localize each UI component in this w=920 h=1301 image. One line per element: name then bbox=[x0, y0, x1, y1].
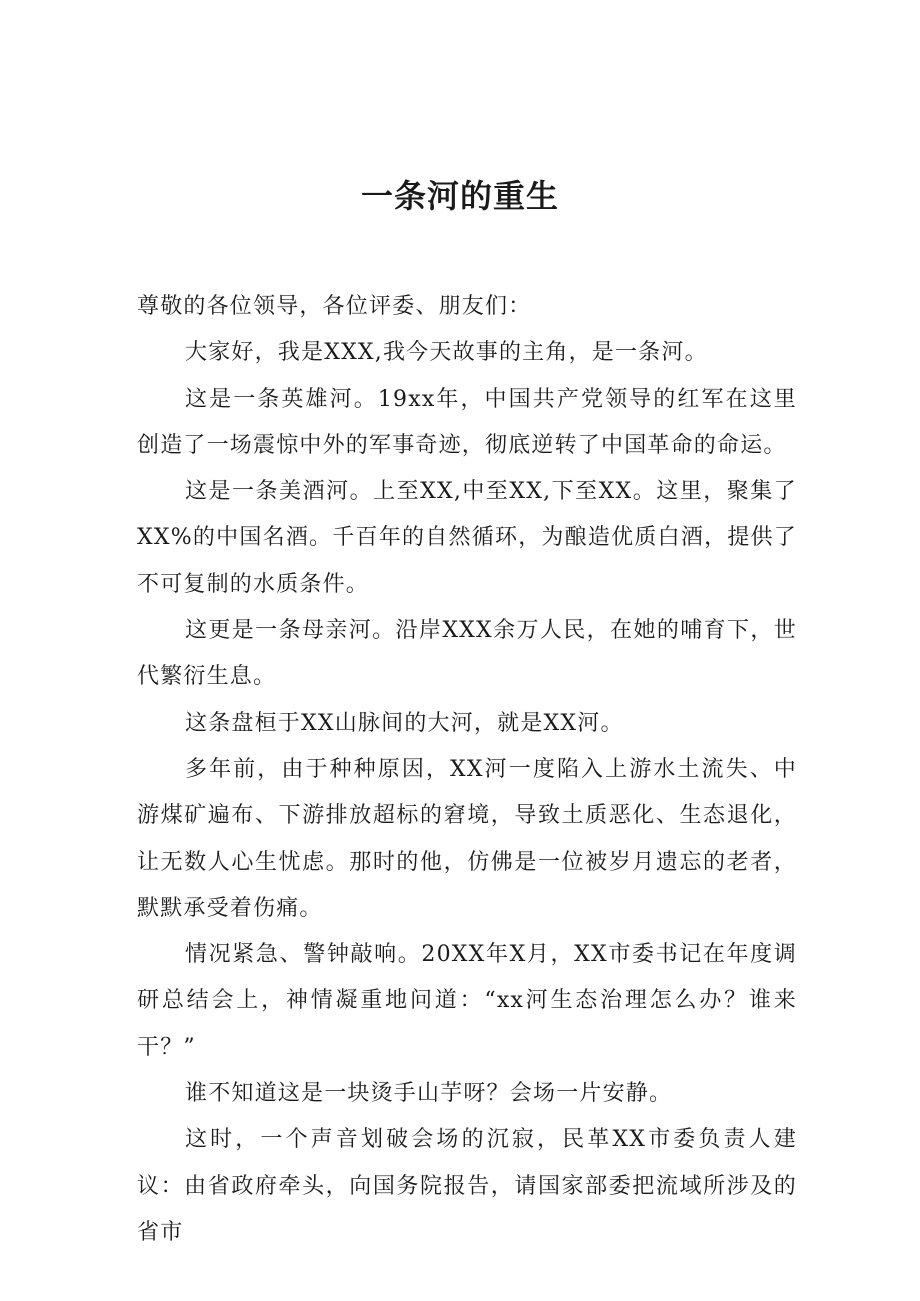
paragraph-proposal: 这时，一个声音划破会场的沉寂，民革XX市委负责人建议：由省政府牵头，向国务院报告，请国家部委把流域所涉及的省市 bbox=[137, 1127, 797, 1245]
document-title: 一条河的重生 bbox=[360, 177, 559, 215]
paragraph-decline: 多年前，由于种种原因，XX河一度陷入上游水土流失、中游煤矿遍布、下游排放超标的窘境，导致土质恶化、生态退化，让无数人心生忧虑。那时的他，仿佛是一位被岁月遗忘的老者，默默承受着伤痛。 bbox=[137, 756, 797, 921]
paragraph-alarm: 情况紧急、警钟敲响。20XX年X月，XX市委书记在年度调研总结会上，神情凝重地问道：“xx河生态治理怎么办？谁来干？” bbox=[137, 942, 797, 1060]
paragraph-hero-river: 这是一条英雄河。19xx年，中国共产党领导的红军在这里创造了一场震惊中外的军事奇迹，彻底逆转了中国革命的命运。 bbox=[137, 386, 797, 458]
paragraph-wine-river: 这是一条美酒河。上至XX,中至XX,下至XX。这里，聚集了XX%的中国名酒。千百年的自然循环，为酿造优质白酒，提供了不可复制的水质条件。 bbox=[137, 479, 797, 597]
document-body bbox=[137, 284, 797, 1256]
paragraph-silence: 谁不知道这是一块烫手山芋呀？会场一片安静。 bbox=[185, 1081, 673, 1107]
salutation: 尊敬的各位领导，各位评委、朋友们： bbox=[137, 294, 532, 319]
paragraph-river-name: 这条盘桓于XX山脉间的大河，就是XX河。 bbox=[185, 710, 624, 736]
paragraph-mother-river: 这更是一条母亲河。沿岸XXX余万人民，在她的哺育下，世代繁衍生息。 bbox=[137, 618, 797, 690]
paragraph-greeting: 大家好，我是XXX,我今天故事的主角，是一条河。 bbox=[185, 340, 708, 366]
